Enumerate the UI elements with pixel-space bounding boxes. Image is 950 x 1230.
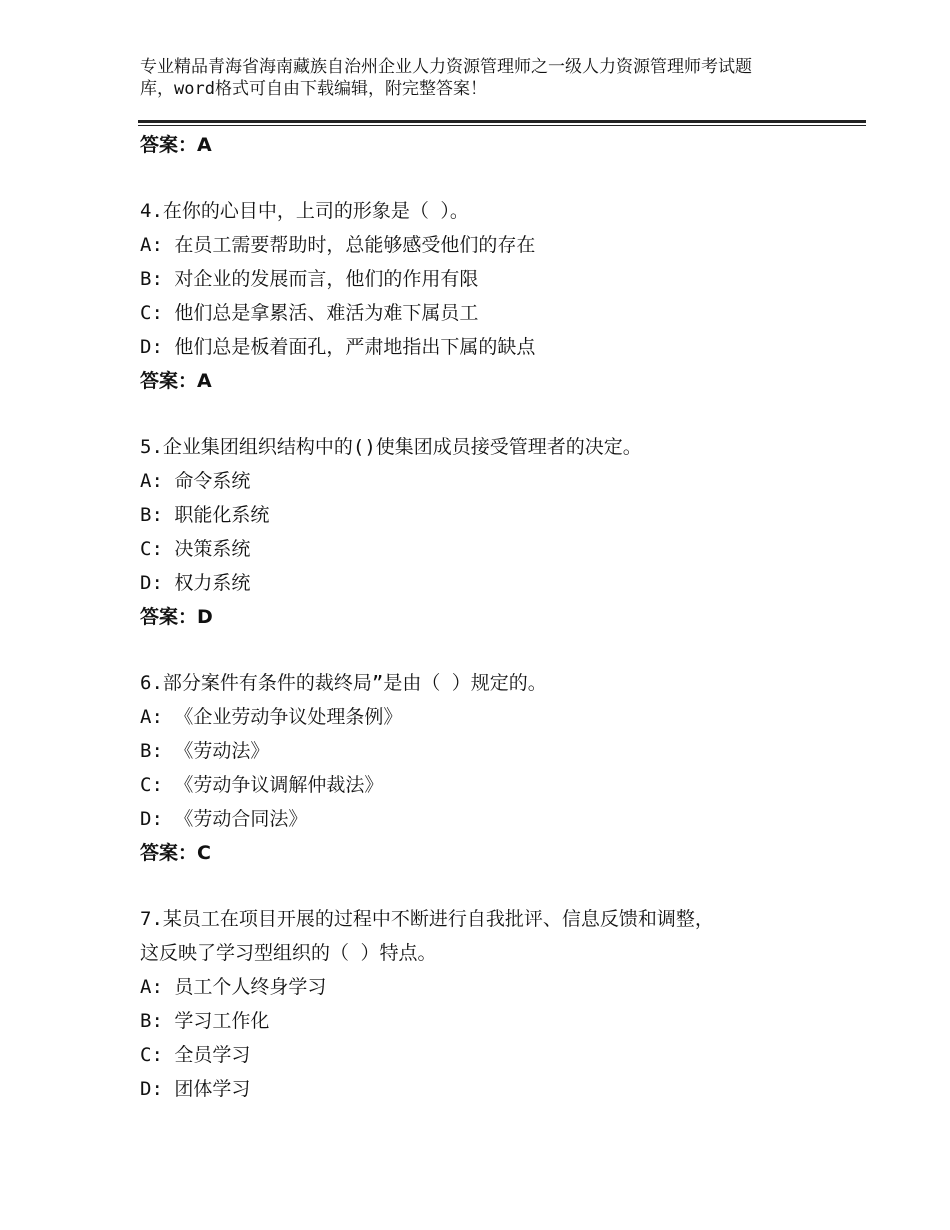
option-a: A: 员工个人终身学习	[140, 976, 327, 998]
question-stem: 4.在你的心目中，上司的形象是（ ）。	[140, 200, 469, 222]
option-b: B: 职能化系统	[140, 504, 270, 526]
option-a: A: 《企业劳动争议处理条例》	[140, 706, 403, 728]
answer-line: 答案：D	[140, 606, 213, 628]
option-d: D: 权力系统	[140, 572, 251, 594]
answer-line: 答案：A	[140, 134, 212, 156]
question-block	[140, 194, 840, 398]
option-c: C: 《劳动争议调解仲裁法》	[140, 774, 384, 796]
option-a: A: 在员工需要帮助时，总能够感受他们的存在	[140, 234, 536, 256]
question-block	[140, 430, 840, 634]
option-d: D: 《劳动合同法》	[140, 808, 308, 830]
question-block	[140, 666, 840, 870]
option-b: B: 学习工作化	[140, 1010, 270, 1032]
question-stem: 5.企业集团组织结构中的()使集团成员接受管理者的决定。	[140, 436, 642, 458]
option-b: B: 对企业的发展而言，他们的作用有限	[140, 268, 479, 290]
option-d: D: 团体学习	[140, 1078, 251, 1100]
option-c: C: 全员学习	[140, 1044, 251, 1066]
question-list	[140, 128, 840, 1106]
option-b: B: 《劳动法》	[140, 740, 270, 762]
header-line: 专业精品青海省海南藏族自治州企业人力资源管理师之一级人力资源管理师考试题	[140, 57, 752, 77]
option-d: D: 他们总是板着面孔，严肃地指出下属的缺点	[140, 336, 536, 358]
question-block	[140, 902, 840, 1106]
header-line: 库，word格式可自由下载编辑，附完整答案！	[140, 79, 487, 99]
document-header	[140, 56, 840, 100]
question-stem: 6.部分案件有条件的裁终局”是由（ ）规定的。	[140, 672, 547, 694]
question-stem: 7.某员工在项目开展的过程中不断进行自我批评、信息反馈和调整，	[140, 908, 714, 930]
option-c: C: 决策系统	[140, 538, 251, 560]
header-divider-thin	[138, 125, 866, 126]
option-c: C: 他们总是拿累活、难活为难下属员工	[140, 302, 479, 324]
option-a: A: 命令系统	[140, 470, 251, 492]
answer-line: 答案：C	[140, 842, 211, 864]
question-stem-continued: 这反映了学习型组织的（ ）特点。	[140, 942, 437, 964]
answer-line: 答案：A	[140, 370, 212, 392]
header-divider	[138, 120, 866, 123]
